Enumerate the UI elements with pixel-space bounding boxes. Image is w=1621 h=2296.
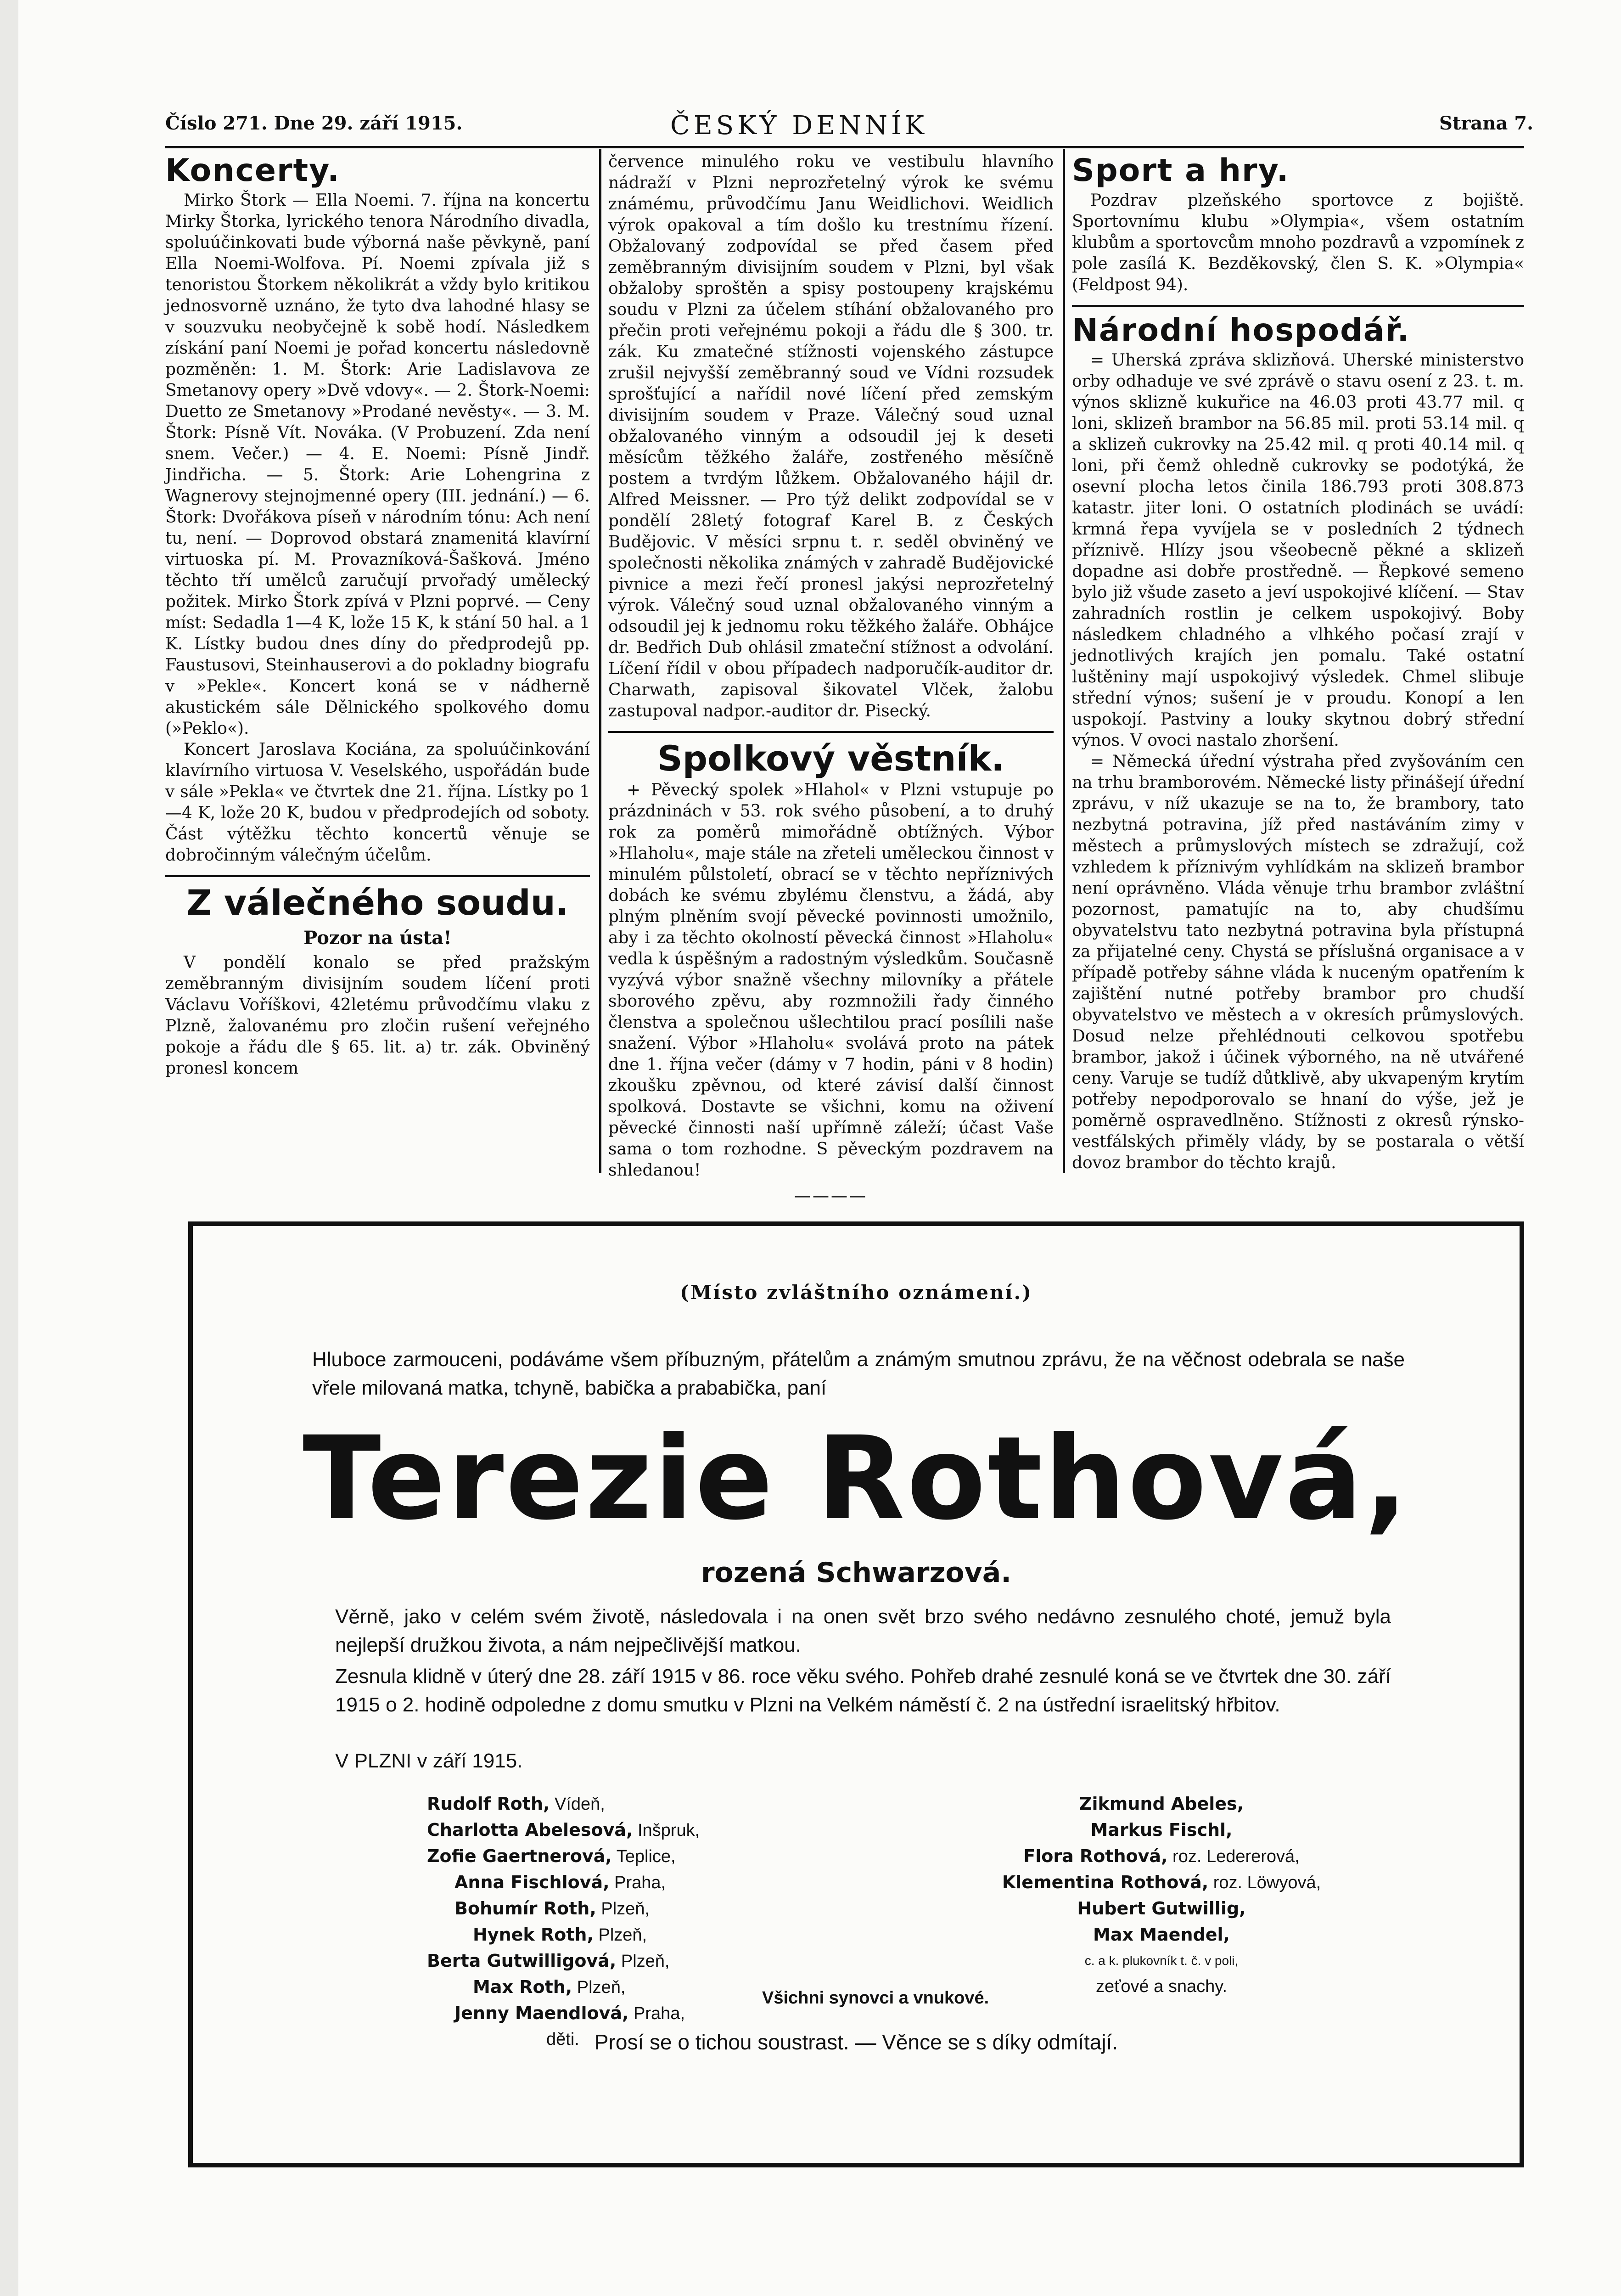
mourner: Hubert Gutwillig, — [1077, 1898, 1246, 1919]
article-text: = Uherská zpráva sklizňová. Uherské ministerstvo orby odhaduje ve své zprávě o stavu osení z 23. t. m. výnos sklizně kukuřice na 46.03 proti 43.77 mil. q loni, sklizeň brambor na 56.85 mil. proti 53.14 mil. q a sklizeň cukrovky na 25.42 mil. q proti 40.14 mil. q loni, při čemž ohledně cukrovky se podotýká, že osevní plocha letos činila 186.793 proti 308.873 katastr. jiter loni. O ostatních plodinách se uvádí: krmná řepa vyvíjela se v posledních 2 týdnech příznivě. Hlízy jsou všeobecně pěkné a sklizeň dopadne asi dobře prostředně. — Řepkové semeno bylo již všude zaseto a jeví uspokojivé klíčení. — Stav zahradních rostlin je celkem uspokojivý. Boby následkem chladného a vlhkého počasí zrají v jednotlivých krajích jen pomalu. Také ostatní luštěniny mají uspokojivý výsledek. Chmel slibuje střední výnos; sušení je v proudu. Konopí a len uspokojí. Pastviny a louky skytnou dobrý střední výnos. V ovoci nastalo zhoršení. — [1072, 351, 1524, 750]
header-rule — [165, 146, 1524, 148]
mourner: Max Maendel, — [1093, 1925, 1230, 1945]
column-3 — [1072, 152, 1524, 1174]
mourner: Rudolf Roth, Vídeň, — [427, 1794, 605, 1814]
mourner: Bohumír Roth, Plzeň, — [454, 1898, 650, 1919]
article-text: V pondělí konalo se před pražským zeměbranným divisijním soudem líčení proti Václavu Voříškovi, 42letému průvodčímu vlaku z Plzně, žalovanému pro zločin rušení veřejného pokoje a řádu dle § 65. lit. a) tr. zák. Obviněný pronesl koncem — [165, 953, 590, 1078]
scan-margin — [0, 0, 18, 2296]
section-heading-sport: Sport a hry. — [1072, 152, 1290, 189]
section-heading-valecny-soud: Z válečného soudu. — [186, 882, 569, 923]
masthead: ČESKÝ DENNÍK — [670, 111, 928, 141]
column-divider-1 — [599, 149, 601, 1173]
article-text: července minulého roku ve vestibulu hlavního nádraží v Plzni neprozřetelný výrok ke svému známému, průvodčímu Janu Weidlichovi. Weidlich výrok opakoval a tím došlo ku trestnímu řízení. Obžalovaný zodpovídal se před časem před zeměbranným divisijním soudem v Plzni, byl však obžaloby sproštěn a spisy postoupeny krajskému soudu v Plzni za účelem stíhání obžalovaného pro přečin proti veřejnému pokoji a řádu dle § 300. tr. zák. Ku zmatečné stížnosti vojenského zástupce zrušil nejvyšší zeměbranný soud ve Vídni rozsudek sprošťující a nařídil nové líčení před zemským divisijním soudem v Praze. Válečný soud uznal obžalovaného vinným a odsoudil jej k deseti měsícům těžkého žaláře, zostřeného měsíčně postem a tvrdým lůžkem. Obžalovaného hájil dr. Alfred Meissner. — Pro týž delikt zodpovídal se v pondělí 28letý fotograf Karel B. z Českých Budějovic. V měsíci srpnu t. r. seděl obviněný ve společnosti několika známých v zahradě Budějovické pivnice a mezi řečí pronesl jakýsi neprozřetelný výrok. Válečný soud uznal obžalovaného vinným a odsoudil jej k jednomu roku těžkého žaláře. Obhájce dr. Bedřich Dub ohlásil zmateční stížnost a odvolání. Líčení řídil v obou případech nadporučík-auditor dr. Charwath, zapisoval šikovatel Vlček, žalobu zastupoval nadpor.-auditor dr. Pisecký. — [608, 152, 1054, 720]
notice-paragraph: Zesnula klidně v úterý dne 28. září 1915 v 86. roce věku svého. Pohřeb drahé zesnulé koná se ve čtvrtek dne 30. září 1915 o 2. hodině odpoledne z domu smutku v Plzni na Velkém náměstí č. 2 na ústřední israelitský hřbitov. — [335, 1665, 1391, 1716]
mourner: zeťové a snachy. — [1095, 1977, 1228, 1996]
section-rule — [165, 875, 590, 877]
mourner: Hynek Roth, Plzeň, — [473, 1925, 647, 1945]
mourner: Zofie Gaertnerová, Teplice, — [427, 1846, 676, 1866]
article-text: Pozdrav plzeňského sportovce z bojiště. Sportovnímu klubu »Olympia«, všem ostatním klubům a sportovcům mnoho pozdravů a vzpomínek z pole zasílá K. Bezděkovský, člen S. K. »Olympia« (Feldpost 94). — [1072, 191, 1524, 294]
column-2 — [608, 152, 1054, 1211]
deceased-name: Terezie Rothová, — [303, 1412, 1410, 1545]
grandchildren-line: Všichni synovci a vnukové. — [762, 1988, 989, 2008]
mourner: Charlotta Abelesová, Inšpruk, — [427, 1820, 700, 1840]
article-text: Koncert Jaroslava Kociána, za spoluúčinkování klavírního virtuosa V. Veselského, uspořádán bude v sále »Pekla« ve čtvrtek dne 21. října. Lístky po 1—4 K, lože 20 K, budou v předprodejích od soboty. Část výtěžku těchto koncertů věnuje se dobročinným válečným účelům. — [165, 740, 590, 865]
column-divider-2 — [1063, 149, 1065, 1173]
mourner: Berta Gutwilligová, Plzeň, — [427, 1951, 670, 1971]
section-heading-narodni-hospodar: Národní hospodář. — [1072, 312, 1410, 349]
article-text: + Pěvecký spolek »Hlahol« v Plzni vstupuje po prázdninách v 53. rok svého působení, a to druhý rok za poměrů mimořádně obtížných. Výbor »Hlaholu«, maje stále na zřeteli uměleckou činnost v minulém půlstoletí, obrací se v těchto nepříznivých dobách ke svému zbylému členstvu, a žádá, aby plným plněním svojí pěvecké povinnosti umožnilo, aby i za těchto okolností pěvecká činnost »Hlaholu« vedla k úspěšným a radostným výsledkům. Současně vyzývá výbor snažně všechny milovníky a přátele sborového zpěvu, aby rozmnožili řady činného členstva a společnou ušlechtilou prací posílili naše snažení. Výbor »Hlaholu« svolává proto na pátek dne 1. října večer (dámy v 7 hodin, páni v 8 hodin) zkoušku zpěvnou, od které závisí další činnost spolková. Dostavte se všichni, komu na oživení pěvecké činnosti naší upřímně záleží; účast Vaše sama o tom rozhodne. S pěveckým pozdravem na shledanou! — [608, 781, 1054, 1180]
mourner: Klementina Rothová, roz. Löwyová, — [1002, 1872, 1321, 1892]
notice-paragraph: Věrně, jako v celém svém životě, následovala i na onen svět brzo svého nedávno zesnulého choté, jemuž byla nejlepší družkou života, a nám nejpečlivější matkou. — [335, 1605, 1391, 1656]
section-rule — [608, 731, 1054, 733]
separator: ———— — [794, 1187, 868, 1205]
section-heading-spolkovy-vestnik: Spolkový věstník. — [657, 738, 1004, 779]
mourners-right — [909, 1791, 1414, 1999]
page-header — [165, 113, 1533, 145]
section-rule — [1072, 305, 1524, 307]
mourner: Max Roth, Plzeň, — [473, 1977, 626, 1997]
mourner: c. a k. plukovník t. č. v poli, — [1084, 1953, 1239, 1968]
notice-intro: Hluboce zarmouceni, podáváme všem příbuzným, přátelům a známým smutnou zprávu, že na věčnost odebrala se naše vřele milovaná matka, tchyně, babička a prababička, paní — [312, 1348, 1405, 1399]
article-subheading: Pozor na ústa! — [303, 927, 452, 949]
section-heading-koncerty: Koncerty. — [165, 152, 341, 189]
mourner: Anna Fischlová, Praha, — [454, 1872, 666, 1892]
maiden-name: rozená Schwarzová. — [701, 1557, 1012, 1589]
page-number: Strana 7. — [1439, 113, 1533, 134]
mourner: Jenny Maendlová, Praha, — [454, 2003, 685, 2023]
issue-info: Číslo 271. Dne 29. září 1915. — [165, 113, 463, 134]
column-1 — [165, 152, 590, 1079]
mourner: děti. — [546, 2030, 579, 2049]
notice-closing: Prosí se o tichou soustrast. — Věnce se s díky odmítají. — [594, 2030, 1118, 2054]
notice-tag: (Místo zvláštního oznámení.) — [680, 1281, 1032, 1304]
mourner: Flora Rothová, roz. Ledererová, — [1023, 1846, 1300, 1866]
mourners-left — [427, 1791, 932, 2052]
mourner: Zikmund Abeles, — [1079, 1794, 1244, 1814]
notice-place-date: V PLZNI v září 1915. — [335, 1750, 523, 1772]
article-text: = Německá úřední výstraha před zvyšováním cen na trhu bramborovém. Německé listy přinášejí úřední zprávu, v níž ukazuje se na to, že brambory, tato nezbytná potravina, jíž před nastáváním zimy v městech a průmyslových místech se zdražují, což vzhledem k příznivým vyhlídkám na sklizeň brambor není oprávněno. Vláda věnuje trhu brambor zvláštní pozornost, pamatujíc na to, aby chudšímu obyvatelstvu tato nezbytná potravina byla přístupná za přijatelné ceny. Chystá se příslušná organisace a v případě potřeby sáhne vláda k nuceným opatřením k zajištění nutné potřeby brambor pro chudší obyvatelstvo ve městech a v okresích průmyslových. Dosud nelze přehlédnouti celkovou spotřebu brambor, jakož i účinek výborného, na ně utvářené ceny. Varuje se tudíž důtklivě, aby ukvapeným krytím potřeby nepodporovalo se hnaní do výše, jež je poměrně ospravedlněno. Stížnosti z okresů rýnsko-vestfálských přiměly vlády, by se postarala o větší dovoz brambor do těchto krajů. — [1072, 752, 1524, 1172]
death-notice — [188, 1221, 1524, 2167]
article-text: Mirko Štork — Ella Noemi. 7. října na koncertu Mirky Štorka, lyrického tenora Národního divadla, spoluúčinkovati bude výborná naše pěvkyně, paní Ella Noemi-Wolfova. Pí. Noemi zpívala již s tenoristou Štorkem několikrát a vždy bylo kritikou jednosvorně uznáno, že tyto dva lahodné hlasy se v souzvuku neobyčejně k sobě hodí. Následkem získání paní Noemi je pořad koncertu následovně pozměněn: 1. M. Štork: Arie Ladislavova ze Smetanovy opery »Dvě vdovy«. — 2. Štork-Noemi: Duetto ze Smetanovy »Prodané nevěsty«. — 3. M. Štork: Písně Vít. Nováka. (V Probuzení. Zda není snem. Večer.) — 4. E. Noemi: Písně Jindř. Jindřicha. — 5. Štork: Arie Lohengrina z Wagnerovy stejnojmenné opery (III. jednání.) — 6. Štork: Dvořákova píseň v národním tónu: Ach není tu, není. — Doprovod obstará znamenitá klavírní virtuoska pí. M. Provazníková-Šašková. Jméno těchto tří umělců zaručují prvořadý umělecký požitek. Mirko Štork zpívá v Plzni poprvé. — Ceny míst: Sedadla 1—4 K, lože 15 K, k stání 50 hal. a 1 K. Lístky budou dnes díny do předprodejů pp. Faustusovi, Steinhauserovi a do pokladny biografu v »Pekle«. Koncert koná se v nádherně akustickém sále Dělnického spolkového domu (»Peklo«). — [165, 191, 590, 738]
mourner: Markus Fischl, — [1090, 1820, 1233, 1840]
